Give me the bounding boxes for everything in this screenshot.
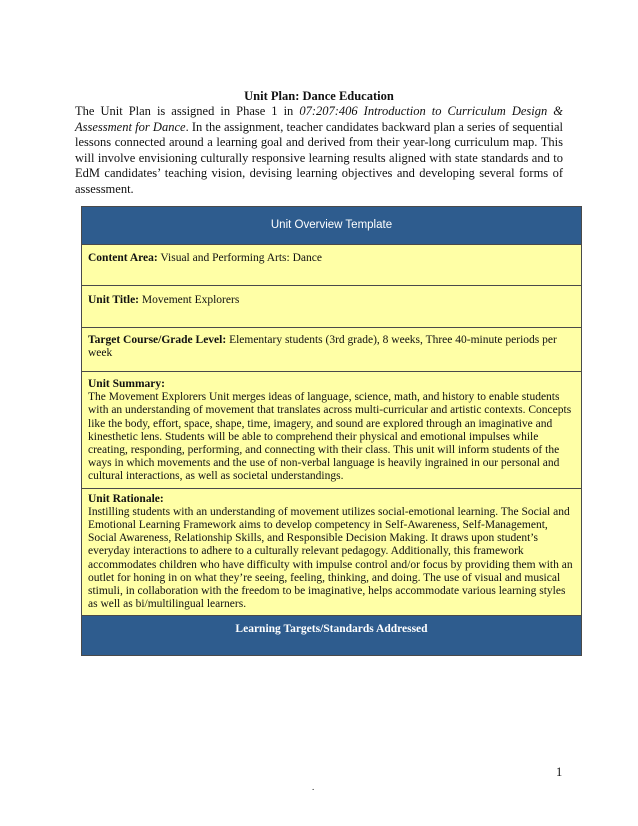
content-area-value: Visual and Performing Arts: Dance — [157, 252, 322, 264]
unit-summary-text: The Movement Explorers Unit merges ideas of language, science, math, and history to enable students with an understanding of movement that translates across multi-curricular and artistic contexts. Concepts like the body, effort, space, shape, time, imagery, and sound are explored through an imaginative and kinesthetic lens. Students will be able to comprehend their physical and emotional impulses while creating, responding, performing, and connecting with their class. This unit will inform students of the ways in which movements and the use of non-verbal language is heavily ingrained in our personal and cultural interactions, as well as societal understandings. — [88, 391, 572, 483]
footer-mark: . — [312, 782, 315, 792]
unit-title-row — [82, 286, 582, 328]
unit-summary-label: Unit Summary: — [88, 378, 165, 390]
unit-summary-row — [82, 372, 582, 489]
intro-paragraph — [75, 104, 563, 198]
intro-text-2: . In the assignment, teacher candidates backward plan a series of sequential lessons connected around a learning goal and derived from their year-long curriculum map. This will involve envisioning culturally responsive learning results aligned with state standards and to EdM candidates’ teaching vision, devising learning objectives and developing several forms of assessment. — [75, 119, 563, 196]
learning-targets-header: Learning Targets/Standards Addressed — [82, 616, 582, 656]
target-course-row — [82, 328, 582, 372]
content-area-label: Content Area: — [88, 252, 158, 264]
intro-text-1: The Unit Plan is assigned in Phase 1 in — [75, 104, 300, 118]
unit-title-label: Unit Title: — [88, 294, 140, 306]
content-area-row — [82, 245, 582, 286]
table-header: Unit Overview Template — [82, 207, 582, 245]
page-title: Unit Plan: Dance Education — [244, 89, 394, 103]
target-course-value: Elementary students (3rd grade), 8 weeks, Three 40-minute periods per week — [88, 334, 557, 360]
unit-overview-table — [81, 206, 582, 656]
unit-rationale-row — [82, 488, 582, 616]
page-number: 1 — [556, 765, 563, 779]
unit-title-value: Movement Explorers — [139, 294, 240, 306]
target-course-label: Target Course/Grade Level: — [88, 334, 227, 346]
unit-rationale-label: Unit Rationale: — [88, 492, 164, 505]
course-name: 07:207:406 Introduction to Curriculum Design & Assessment for Dance — [75, 104, 563, 134]
unit-rationale-text: Instilling students with an understanding of movement utilizes social-emotional learning. The Social and Emotional Learning Framework aims to develop competency in Self-Awareness, Self-Management, Social Awareness, Relationship Skills, and Responsible Decision Making. It draws upon student’s everyday interactions to adhere to a culturally relevant pedagogy. Additionally, this framework accommodates children who have difficulty with impulse control and/or focus by providing them with an outlet for honing in on what they’re seeing, feeling, thinking, and doing. The use of visual and musical stimuli, in collaboration with the freedom to be imaginative, helps accommodate various learning styles as well as bi/multilingual learners. — [88, 505, 573, 611]
